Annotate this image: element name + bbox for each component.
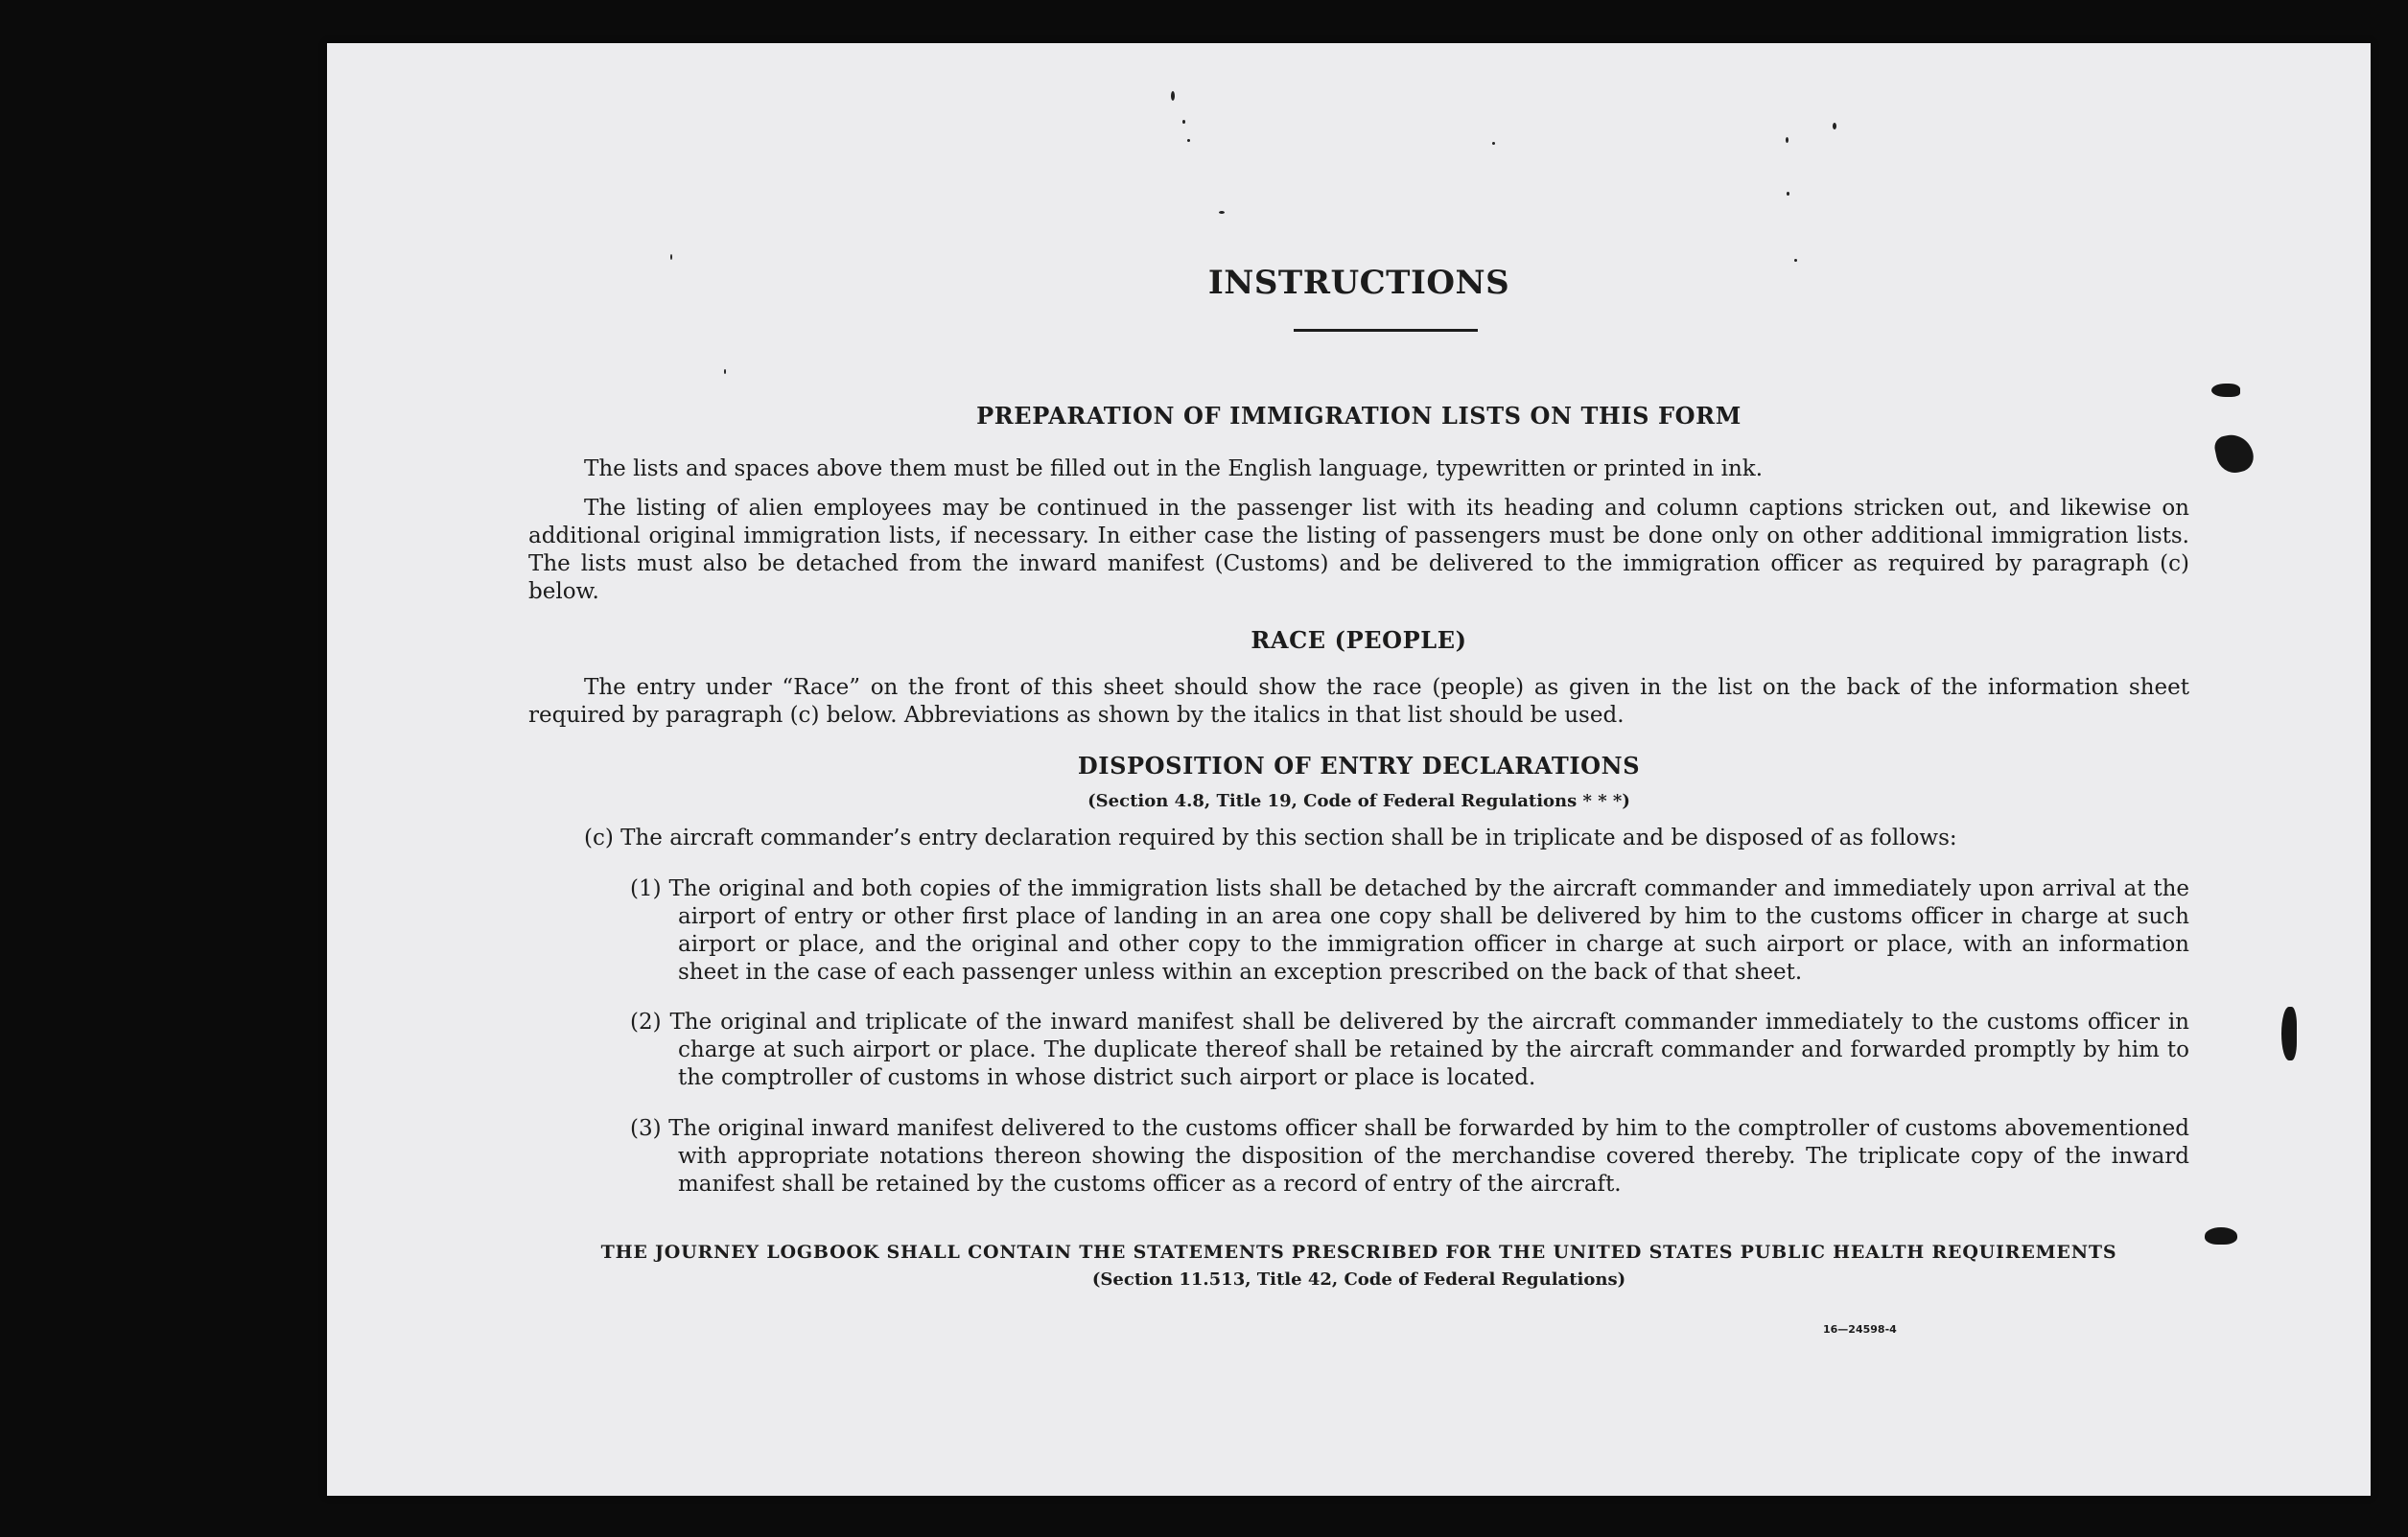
- logbook-reference: (Section 11.513, Title 42, Code of Federal Regulations): [1091, 1269, 1626, 1290]
- scan-speck: [1219, 211, 1225, 214]
- disposition-item-3: (3) The original inward manifest delivered to the customs officer shall be forwarded by him to the comptroller of customs abovementioned with appropriate notations thereon showing the disposition of the merchandise covered thereby. The triplicate copy of the inward manifest shall be retained by the customs officer as a record of entry of the aircraft.: [630, 1116, 2189, 1197]
- disposition-lead: (c) The aircraft commander’s entry declaration required by this section shall be in triplicate and be disposed of as follows:: [584, 826, 1957, 850]
- page-title: INSTRUCTIONS: [1207, 264, 1510, 302]
- scan-speck: [1786, 137, 1788, 143]
- scan-speck: [1787, 192, 1789, 196]
- scan-speck: [1833, 123, 1836, 129]
- race-paragraph: The entry under “Race” on the front of this sheet should show the race (people) as given in the list on the back of the information sheet required by paragraph (c) below. Abbreviations as shown by the italics in that list should be used.: [528, 675, 2189, 728]
- preparation-paragraph-2: The listing of alien employees may be continued in the passenger list with its heading and column captions stricken out, and likewise on additional original immigration lists, if necessary. In either case the listing of passengers must be done only on other additional immigration lists. The lists must also be detached from the inward manifest (Customs) and be delivered to the immigration officer as required by paragraph (c) below.: [528, 496, 2189, 604]
- scan-speck: [1794, 259, 1797, 262]
- scan-speck: [1187, 139, 1190, 142]
- disposition-reference: (Section 4.8, Title 19, Code of Federal Regulations * * *): [1087, 791, 1630, 811]
- scan-speck: [1182, 120, 1185, 124]
- document-page: [327, 43, 2371, 1496]
- disposition-item-2: (2) The original and triplicate of the inward manifest shall be delivered by the aircraft commander immediately to the customs officer in charge at such airport or place. The duplicate thereof shall be retained by the aircraft commander and forwarded promptly by him to the comptroller of customs in whose district such airport or place is located.: [630, 1010, 2189, 1090]
- title-underline: [1294, 329, 1478, 332]
- disposition-heading: DISPOSITION OF ENTRY DECLARATIONS: [1077, 752, 1641, 780]
- scan-speck: [670, 254, 672, 260]
- scan-blot: [2205, 1227, 2237, 1245]
- logbook-statement: THE JOURNEY LOGBOOK SHALL CONTAIN THE STATEMENTS PRESCRIBED FOR THE UNITED STATES PUBLIC HEALTH REQUIREMENTS: [600, 1242, 2117, 1263]
- scan-speck: [1492, 142, 1495, 145]
- scan-speck: [724, 369, 726, 374]
- form-code: 16—24598-4: [1823, 1323, 1897, 1336]
- scan-blot: [2212, 431, 2256, 476]
- preparation-paragraph-1: The lists and spaces above them must be filled out in the English language, typewritten or printed in ink.: [584, 456, 1764, 481]
- preparation-heading: PREPARATION OF IMMIGRATION LISTS ON THIS FORM: [976, 402, 1742, 430]
- scan-blot: [2281, 1007, 2297, 1060]
- scan-speck: [1171, 91, 1175, 101]
- disposition-item-1: (1) The original and both copies of the immigration lists shall be detached by the aircraft commander and immediately upon arrival at the airport of entry or other first place of landing in an area one copy shall be delivered by him to the customs officer in charge at such airport or place, and the original and other copy to the immigration officer in charge at such airport or place, with an information sheet in the case of each passenger unless within an exception prescribed on the back of that sheet.: [630, 876, 2189, 985]
- scan-blot: [2211, 384, 2240, 397]
- race-heading: RACE (PEOPLE): [1251, 626, 1467, 654]
